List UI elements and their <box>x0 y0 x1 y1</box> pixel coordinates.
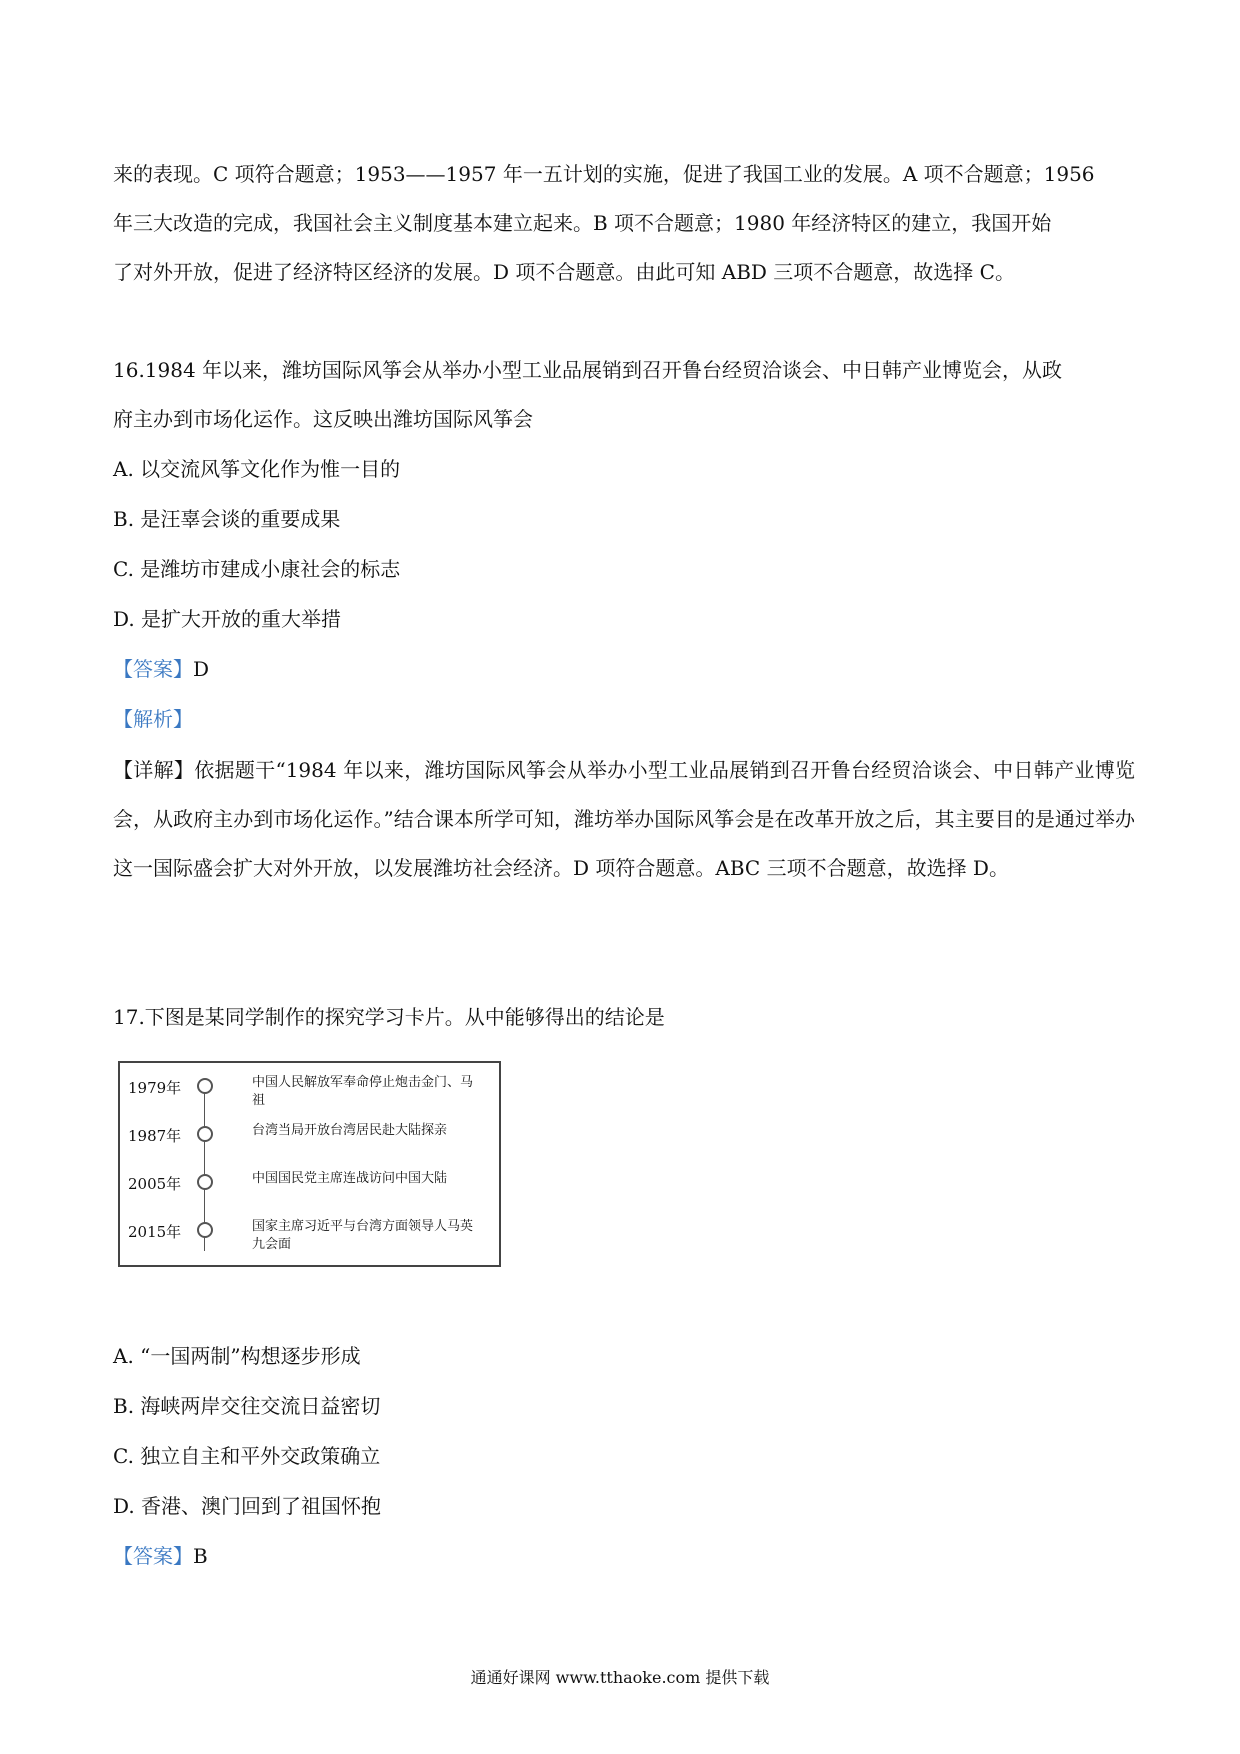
timeline-dot-icon <box>197 1078 213 1094</box>
timeline-event: 中国人民解放军奉命停止炮击金门、马祖 <box>252 1075 474 1108</box>
timeline-row <box>120 1121 499 1169</box>
q17-answer-label: 【答案】 <box>113 1544 193 1568</box>
q16-analysis-label: 【解析】 <box>113 707 193 731</box>
timeline-year: 2015年 <box>128 1223 182 1241</box>
q16-option-d: D. 是扩大开放的重大举措 <box>113 607 342 631</box>
q17-stem: 17.下图是某同学制作的探究学习卡片。从中能够得出的结论是 <box>113 1005 665 1029</box>
footer-source: 通通好课网 www.tthaoke.com 提供下载 <box>470 1668 770 1687</box>
timeline-event: 台湾当局开放台湾居民赴大陆探亲 <box>252 1123 448 1138</box>
timeline-row <box>120 1073 499 1121</box>
q16-option-b: B. 是汪辜会谈的重要成果 <box>113 507 341 531</box>
timeline-year: 1979年 <box>128 1079 182 1097</box>
timeline-year: 1987年 <box>128 1127 182 1145</box>
q16-detail-text: 依据题干“1984 年以来，潍坊国际风筝会从举办小型工业品展销到召开鲁台经贸洽谈会、中日韩产业博览会，从政府主办到市场化运作。”结合课本所学可知，潍坊举办国际风筝会是在改革开放之后，其主要目的是通过举办这一国际盛会扩大对外开放，以发展潍坊社会经济。D 项符合题意。ABC 三项不合题意，故选择 D。 <box>113 758 1136 880</box>
q16-stem-line-2: 府主办到市场化运作。这反映出潍坊国际风筝会 <box>113 407 533 431</box>
q17-option-b: B. 海峡两岸交往交流日益密切 <box>113 1394 381 1418</box>
q16-detail <box>113 746 1135 893</box>
q16-stem-line-1: 16.1984 年以来，潍坊国际风筝会从举办小型工业品展销到召开鲁台经贸洽谈会、中日韩产业博览会，从政 <box>113 358 1063 382</box>
prev-explanation-line-3: 了对外开放，促进了经济特区经济的发展。D 项不合题意。由此可知 ABD 三项不合题意，故选择 C。 <box>113 260 1015 284</box>
timeline-dot-icon <box>197 1126 213 1142</box>
timeline-event: 中国国民党主席连战访问中国大陆 <box>252 1171 448 1186</box>
timeline-event: 国家主席习近平与台湾方面领导人马英九会面 <box>252 1219 474 1252</box>
timeline-year: 2005年 <box>128 1175 182 1193</box>
q17-option-d: D. 香港、澳门回到了祖国怀抱 <box>113 1494 382 1518</box>
q17-option-a: A. “一国两制”构想逐步形成 <box>113 1344 361 1368</box>
timeline-dot-icon <box>197 1174 213 1190</box>
q17-timeline-card <box>118 1061 501 1267</box>
q17-option-c: C. 独立自主和平外交政策确立 <box>113 1444 381 1468</box>
q16-answer <box>113 655 209 683</box>
prev-explanation-line-2: 年三大改造的完成，我国社会主义制度基本建立起来。B 项不合题意；1980 年经济特区的建立，我国开始 <box>113 211 1052 235</box>
q16-option-c: C. 是潍坊市建成小康社会的标志 <box>113 557 401 581</box>
q16-option-a: A. 以交流风筝文化作为惟一目的 <box>113 457 401 481</box>
prev-explanation-line-1: 来的表现。C 项符合题意；1953——1957 年一五计划的实施，促进了我国工业的发展。A 项不合题意；1956 <box>113 162 1095 186</box>
q17-answer-value: B <box>193 1544 208 1568</box>
timeline-row <box>120 1217 499 1265</box>
q16-answer-value: D <box>193 657 210 681</box>
timeline-dot-icon <box>197 1222 213 1238</box>
timeline-row <box>120 1169 499 1217</box>
q17-answer <box>113 1542 208 1570</box>
q16-detail-label: 【详解】 <box>113 758 195 782</box>
q16-answer-label: 【答案】 <box>113 657 193 681</box>
